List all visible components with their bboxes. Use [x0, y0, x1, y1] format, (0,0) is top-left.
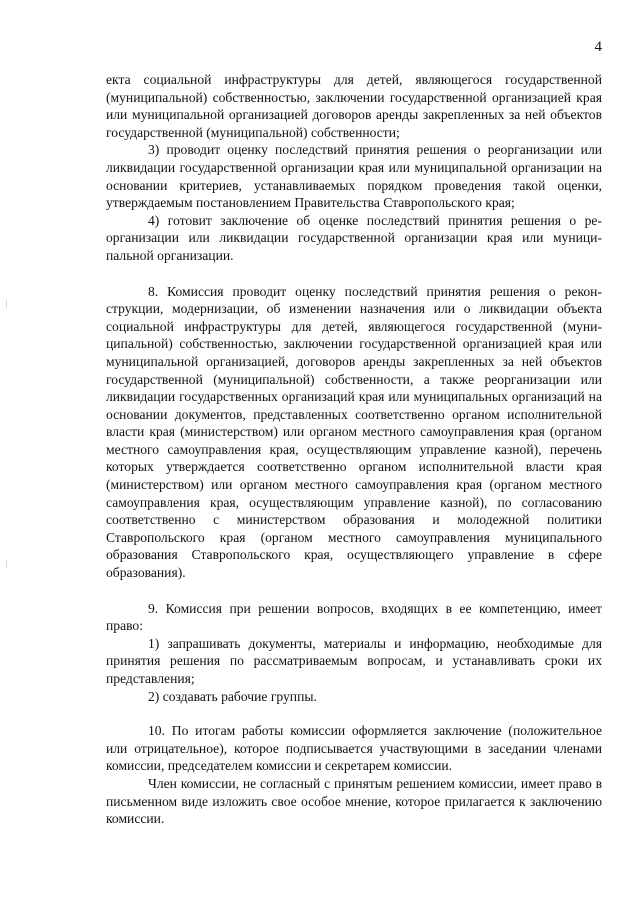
paragraph-spacer	[106, 705, 602, 722]
paragraph-section-9: 9. Комиссия при решении вопросов, входящих в ее компетенцию, имеет право:	[106, 600, 602, 634]
scan-edge-mark	[6, 300, 7, 308]
paragraph-dissent: Член комиссии, не согласный с принятым решением комиссии, имеет право в письменном виде изложить свое особое мнение, которое прилагается к заключению комиссии.	[106, 775, 602, 827]
paragraph-spacer	[106, 265, 602, 283]
paragraph-item-4: 4) готовит заключение об оценке последствий принятия решения о реорганизации или ликвидации государственной организации края или муниципальной организации.	[106, 212, 602, 263]
paragraph-continuation: екта социальной инфраструктуры для детей, являющегося государственной (муниципальной) собственностью, заключении государственной организацией края или муниципальной организацией договоров аренды закрепленных за ней объектов государственной (муниципальной) собственности;	[106, 72, 602, 140]
page-number: 4	[594, 39, 602, 55]
document-body	[106, 71, 602, 828]
paragraph-section-10: 10. По итогам работы комиссии оформляется заключение (положительное или отрицательное), которое подписывается участвующими в заседании членами комиссии, председателем комиссии и секретарем комиссии.	[106, 723, 602, 774]
paragraph-spacer	[106, 582, 602, 600]
paragraph-item-3: 3) проводит оценку последствий принятия решения о реорганизации или ликвидации государственной организации края или муниципальной организации на основании критериев, устанавливаемых порядком проведения такой оценки, утверждаемым постановлением Правительства Ставропольского края;	[106, 142, 602, 211]
paragraph-section-9-item-2: 2) создавать рабочие группы.	[148, 688, 317, 704]
paragraph-section-9-item-1: 1) запрашивать документы, материалы и информацию, необходимые для принятия решения по рассматриваемым вопросам, и устанавливать сроки их представления;	[106, 635, 602, 686]
paragraph-section-8: 8. Комиссия проводит оценку последствий принятия решения о реконструкции, модернизации, об изменении назначения или о ликвидации объекта социальной инфраструктуры для детей, являющегося государственной (муниципальной) собственностью, заключении государственной организацией края или муниципальной организацией, договоров аренды закрепленных за ней объектов государственной (муниципальной) собственности, а также реорганизации или ликвидации государственных организаций края или муниципальных организаций на основании документов, представленных соответственно органом исполнительной власти края (министерством) или органом местного самоуправления края (органом местного самоуправления края, осуществляющим управление казной), перечень которых утверждается соответственно органом исполнительной власти края (министерством) или органом местного самоуправления края (органом местного самоуправления края, осуществляющим управление казной), по согласованию соответственно с министерством образования и молодежной политики Ставропольского края (органом местного самоуправления муниципального образования Ставропольского края, осуществляющего управление в сфере образования).	[106, 283, 602, 581]
scan-edge-mark	[6, 560, 7, 568]
